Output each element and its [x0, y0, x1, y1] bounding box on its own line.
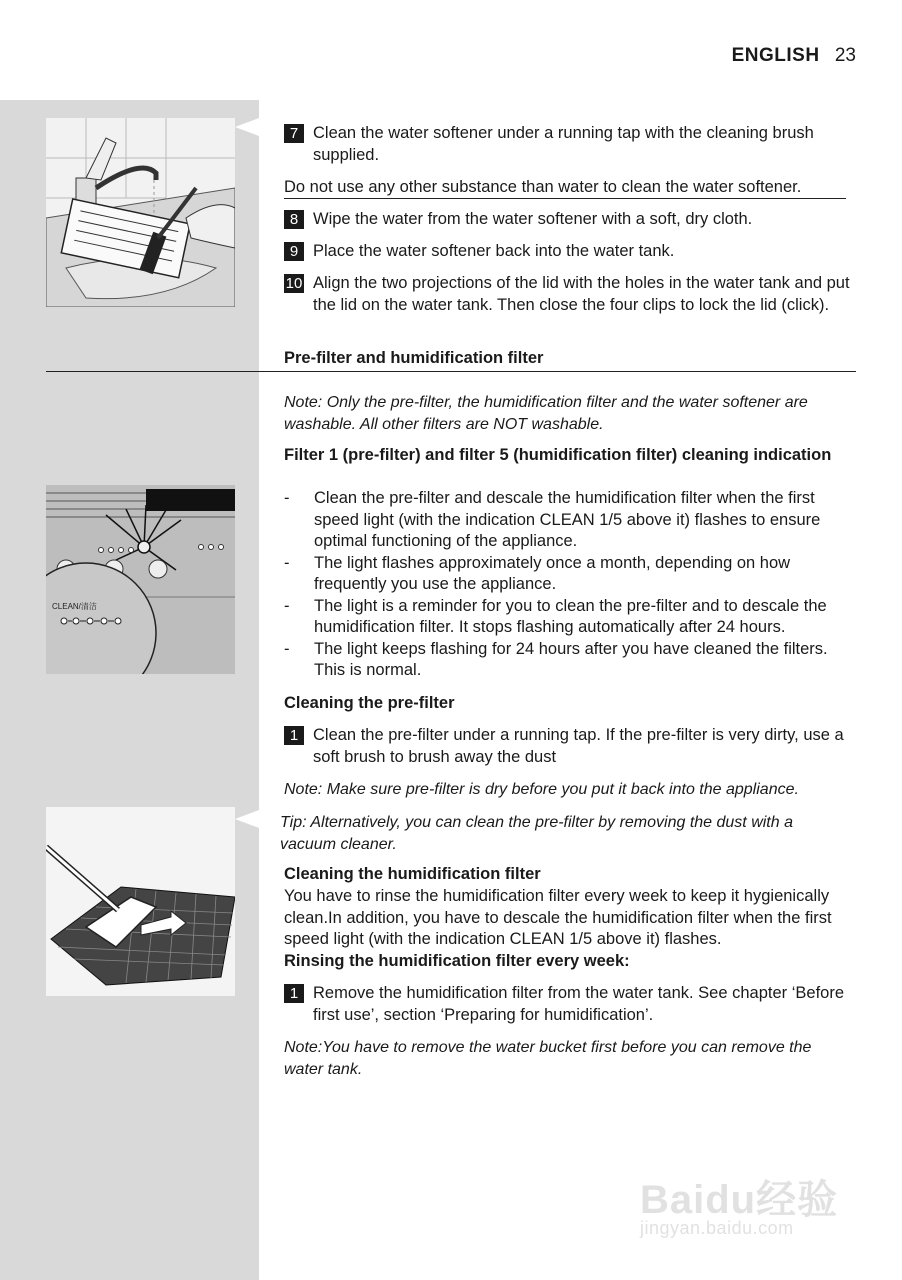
- language-label: ENGLISH: [731, 45, 820, 66]
- watermark-url: jingyan.baidu.com: [640, 1218, 794, 1238]
- step-text: Wipe the water from the water softener with a soft, dry cloth.: [313, 210, 753, 228]
- subheading-humidification: Cleaning the humidification filter: [284, 865, 541, 883]
- section-rule: [46, 371, 856, 372]
- bullet-text: Clean the pre-filter and descale the humidification filter when the first speed light (with the indication CLEAN 1/5 above it) flashes to ensure optimal functioning of the appliance.: [314, 489, 821, 550]
- step-prefilter: [284, 725, 856, 768]
- step-number: 9: [284, 242, 304, 261]
- indication-heading: Filter 1 (pre-filter) and filter 5 (humidification filter) cleaning indication: [284, 446, 832, 464]
- bullet-text: The light keeps flashing for 24 hours after you have cleaned the filters. This is normal.: [314, 639, 828, 679]
- rinsing-heading: Rinsing the humidification filter every week:: [284, 952, 630, 970]
- step-9: [284, 241, 856, 263]
- warning-text: Do not use any other substance than water to clean the water softener.: [284, 178, 802, 196]
- step-8: [284, 209, 856, 231]
- step-number: 1: [284, 984, 304, 1003]
- page-header: [732, 45, 856, 67]
- note-washable: Note: Only the pre-filter, the humidification filter and the water softener are washable. All other filters are NOT washable.: [284, 394, 808, 433]
- step-text: Place the water softener back into the water tank.: [313, 242, 675, 260]
- baidu-watermark: [640, 1140, 860, 1250]
- list-item: - The light keeps flashing for 24 hours after you have cleaned the filters. This is normal.: [284, 639, 856, 682]
- bullet-list: [284, 488, 856, 682]
- step-number: 8: [284, 210, 304, 229]
- section-heading: Pre-filter and humidification filter: [284, 349, 544, 367]
- pointer-triangle: [235, 810, 259, 828]
- step-rinse: [284, 983, 856, 1026]
- note-bucket: Note:You have to remove the water bucket first before you can remove the water tank.: [284, 1039, 812, 1078]
- vacuum-cleaning-illustration: [46, 807, 235, 996]
- step-7: [284, 123, 856, 166]
- humidification-paragraph: You have to rinse the humidification filter every week to keep it hygienically clean.In addition, you have to descale the humidification filter when the first speed light (with the indication CLEAN 1/5 above it) flashes.: [284, 887, 832, 948]
- step-number: 7: [284, 124, 304, 143]
- bullet-text: The light flashes approximately once a month, depending on how frequently you use the appliance.: [314, 553, 791, 593]
- clean-label: CLEAN/清洁: [52, 602, 97, 611]
- tip-vacuum: Tip: Alternatively, you can clean the pre-filter by removing the dust with a vacuum cleaner.: [280, 814, 793, 853]
- list-item: - The light flashes approximately once a month, depending on how frequently you use the appliance.: [284, 553, 856, 596]
- step-text: Remove the humidification filter from the water tank. See chapter ‘Before first use’, section ‘Preparing for humidification’.: [313, 984, 845, 1024]
- step-number: 1: [284, 726, 304, 745]
- watermark-logo: Baidu经验: [640, 1178, 839, 1222]
- step-number: 10: [285, 275, 303, 292]
- control-panel-illustration: [46, 485, 235, 674]
- subheading-prefilter: Cleaning the pre-filter: [284, 694, 455, 712]
- step-text: Align the two projections of the lid with the holes in the water tank and put the lid on the water tank. Then close the four clips to lock the lid (click).: [313, 274, 850, 314]
- page-number: 23: [834, 45, 856, 66]
- tap-cleaning-illustration: [46, 118, 235, 307]
- step-text: Clean the water softener under a running tap with the cleaning brush supplied.: [313, 124, 814, 164]
- list-item: - The light is a reminder for you to clean the pre-filter and to descale the humidification filter. It stops flashing automatically after 24 hours.: [284, 596, 856, 639]
- step-text: Clean the pre-filter under a running tap. If the pre-filter is very dirty, use a soft brush to brush away the dust: [313, 726, 844, 766]
- pointer-triangle: [235, 118, 259, 136]
- bullet-text: The light is a reminder for you to clean the pre-filter and to descale the humidification filter. It stops flashing automatically after 24 hours.: [314, 596, 827, 636]
- note-dry: Note: Make sure pre-filter is dry before you put it back into the appliance.: [284, 781, 799, 798]
- step-10: [284, 273, 856, 316]
- list-item: - Clean the pre-filter and descale the humidification filter when the first speed light (with the indication CLEAN 1/5 above it) flashes to ensure optimal functioning of the appliance.: [284, 488, 856, 553]
